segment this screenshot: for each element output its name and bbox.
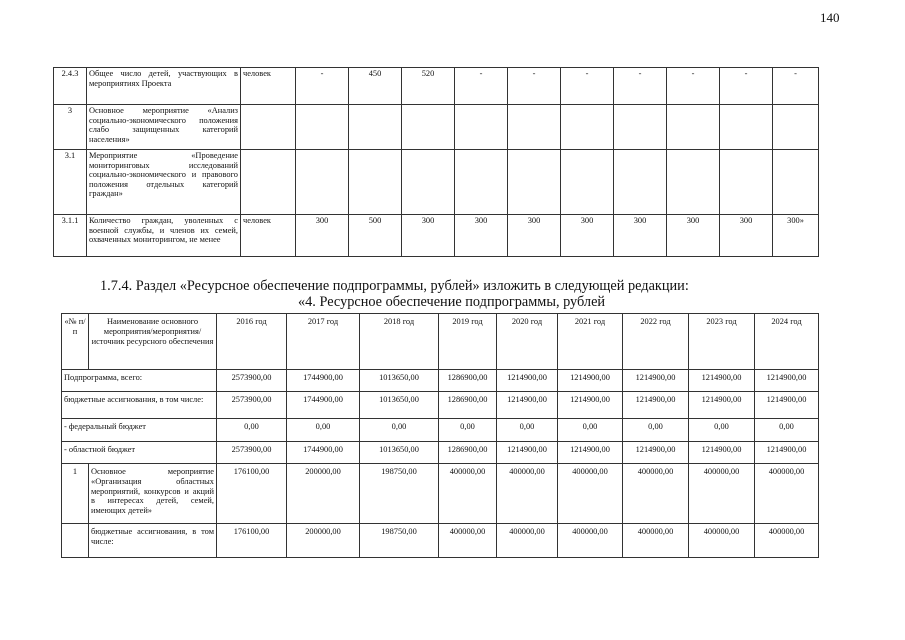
row-value: 0,00 <box>217 419 287 442</box>
row-value: 2573900,00 <box>217 442 287 464</box>
row-name: - областной бюджет <box>62 442 217 464</box>
resource-table-head <box>62 314 819 370</box>
row-value: 0,00 <box>497 419 558 442</box>
row-value: 1286900,00 <box>439 442 497 464</box>
row-value: 0,00 <box>360 419 439 442</box>
row-unit: человек <box>241 68 296 105</box>
row-value: 400000,00 <box>439 524 497 558</box>
row-value: - <box>667 68 720 105</box>
row-value: 0,00 <box>439 419 497 442</box>
row-value: 2573900,00 <box>217 370 287 392</box>
row-value: - <box>614 68 667 105</box>
row-unit <box>241 150 296 215</box>
section-title: «4. Ресурсное обеспечение подпрограммы, рублей <box>298 294 606 310</box>
row-value: 176100,00 <box>217 524 287 558</box>
row-number: 1 <box>62 464 89 524</box>
row-value: 1214900,00 <box>558 442 623 464</box>
table-row <box>54 105 819 150</box>
row-value <box>667 105 720 150</box>
row-value: 1214900,00 <box>689 442 755 464</box>
page-number: 140 <box>820 10 840 25</box>
row-value <box>561 150 614 215</box>
row-value <box>773 150 819 215</box>
row-value: 300 <box>720 215 773 257</box>
row-value: 300 <box>296 215 349 257</box>
row-value: 400000,00 <box>623 464 689 524</box>
row-value <box>349 105 402 150</box>
row-number <box>62 524 89 558</box>
row-value: 300 <box>402 215 455 257</box>
row-value: 400000,00 <box>689 464 755 524</box>
table-row <box>54 215 819 257</box>
row-value <box>402 105 455 150</box>
row-value: 1214900,00 <box>755 442 819 464</box>
row-name: Основное мероприятие «Организация областных мероприятий, конкурсов и акций в интересах детей, семей, имеющих детей» <box>89 464 217 524</box>
row-name: Количество граждан, уволенных с военной службы, и членов их семей, охваченных мониторингом, не менее <box>87 215 241 257</box>
row-value: 400000,00 <box>497 524 558 558</box>
row-number: 3.1.1 <box>54 215 87 257</box>
table-row <box>62 419 819 442</box>
table-row <box>62 370 819 392</box>
row-value: 198750,00 <box>360 464 439 524</box>
row-value: 500 <box>349 215 402 257</box>
row-value: 400000,00 <box>755 524 819 558</box>
row-value: 1214900,00 <box>497 392 558 419</box>
row-value: 0,00 <box>558 419 623 442</box>
row-name: - федеральный бюджет <box>62 419 217 442</box>
header-row <box>62 314 819 370</box>
row-value: - <box>455 68 508 105</box>
row-value <box>561 105 614 150</box>
row-name: Основное мероприятие «Анализ социально-экономического положения слабо защищенных категорий населения» <box>87 105 241 150</box>
table-row <box>62 464 819 524</box>
row-value: 198750,00 <box>360 524 439 558</box>
row-value <box>402 150 455 215</box>
header-year: 2020 год <box>497 314 558 370</box>
header-year: 2018 год <box>360 314 439 370</box>
row-value: - <box>508 68 561 105</box>
row-value: 1214900,00 <box>558 392 623 419</box>
header-year: 2022 год <box>623 314 689 370</box>
table-row <box>62 442 819 464</box>
row-value: 300 <box>667 215 720 257</box>
header-year: 2021 год <box>558 314 623 370</box>
section-instruction: 1.7.4. Раздел «Ресурсное обеспечение подпрограммы, рублей» изложить в следующей редакции: <box>100 278 689 294</box>
row-unit <box>241 105 296 150</box>
row-value <box>508 105 561 150</box>
row-value: 1286900,00 <box>439 370 497 392</box>
row-value: 400000,00 <box>755 464 819 524</box>
row-number: 3 <box>54 105 87 150</box>
row-value: 300 <box>614 215 667 257</box>
row-value: 400000,00 <box>689 524 755 558</box>
row-value: 1744900,00 <box>287 442 360 464</box>
row-value: 400000,00 <box>623 524 689 558</box>
row-value <box>455 150 508 215</box>
resource-table-body <box>62 370 819 558</box>
row-value: 1214900,00 <box>623 392 689 419</box>
indicators-table <box>53 67 819 257</box>
row-value: 400000,00 <box>439 464 497 524</box>
row-value: 400000,00 <box>558 464 623 524</box>
header-year: 2016 год <box>217 314 287 370</box>
row-value: 176100,00 <box>217 464 287 524</box>
row-value: 1214900,00 <box>755 392 819 419</box>
row-name: Мероприятие «Проведение мониторинговых исследований социально-экономического и правового положения отдельных категорий граждан» <box>87 150 241 215</box>
row-value: - <box>296 68 349 105</box>
row-value: 0,00 <box>623 419 689 442</box>
row-value: 300» <box>773 215 819 257</box>
row-value <box>614 150 667 215</box>
row-value: 400000,00 <box>497 464 558 524</box>
row-value: 0,00 <box>287 419 360 442</box>
header-name: Наименование основного мероприятия/мероприятия/источник ресурсного обеспечения <box>89 314 217 370</box>
row-number: 3.1 <box>54 150 87 215</box>
table-row <box>54 150 819 215</box>
row-value: 0,00 <box>755 419 819 442</box>
row-value <box>614 105 667 150</box>
row-name: бюджетные ассигнования, в том числе: <box>89 524 217 558</box>
row-value: 1286900,00 <box>439 392 497 419</box>
row-value <box>455 105 508 150</box>
resource-table <box>61 313 819 558</box>
table-row <box>62 524 819 558</box>
header-number: «№ п/п <box>62 314 89 370</box>
row-value: 400000,00 <box>558 524 623 558</box>
row-value <box>773 105 819 150</box>
row-value: 300 <box>455 215 508 257</box>
row-value <box>720 105 773 150</box>
row-value: 1744900,00 <box>287 370 360 392</box>
row-value: - <box>773 68 819 105</box>
row-number: 2.4.3 <box>54 68 87 105</box>
row-name: Подпрограмма, всего: <box>62 370 217 392</box>
row-value: 1214900,00 <box>689 370 755 392</box>
row-value: 1013650,00 <box>360 442 439 464</box>
row-value: 1013650,00 <box>360 392 439 419</box>
row-value: 1013650,00 <box>360 370 439 392</box>
row-value <box>508 150 561 215</box>
row-value: 520 <box>402 68 455 105</box>
row-value <box>667 150 720 215</box>
header-year: 2024 год <box>755 314 819 370</box>
header-year: 2023 год <box>689 314 755 370</box>
row-value: 300 <box>561 215 614 257</box>
row-value: 1214900,00 <box>497 370 558 392</box>
header-year: 2019 год <box>439 314 497 370</box>
row-value: 1744900,00 <box>287 392 360 419</box>
row-value: 450 <box>349 68 402 105</box>
row-unit: человек <box>241 215 296 257</box>
row-value: - <box>561 68 614 105</box>
row-value <box>720 150 773 215</box>
row-name: бюджетные ассигнования, в том числе: <box>62 392 217 419</box>
row-value <box>296 150 349 215</box>
row-value: 1214900,00 <box>623 370 689 392</box>
indicators-table-body <box>54 68 819 257</box>
table-row <box>54 68 819 105</box>
row-value: 0,00 <box>689 419 755 442</box>
row-value: 300 <box>508 215 561 257</box>
row-value: 200000,00 <box>287 464 360 524</box>
row-value: 1214900,00 <box>558 370 623 392</box>
table-row <box>62 392 819 419</box>
row-name: Общее число детей, участвующих в мероприятиях Проекта <box>87 68 241 105</box>
row-value: 2573900,00 <box>217 392 287 419</box>
row-value: 1214900,00 <box>497 442 558 464</box>
header-year: 2017 год <box>287 314 360 370</box>
row-value <box>296 105 349 150</box>
row-value: - <box>720 68 773 105</box>
row-value <box>349 150 402 215</box>
row-value: 1214900,00 <box>689 392 755 419</box>
row-value: 200000,00 <box>287 524 360 558</box>
row-value: 1214900,00 <box>755 370 819 392</box>
row-value: 1214900,00 <box>623 442 689 464</box>
